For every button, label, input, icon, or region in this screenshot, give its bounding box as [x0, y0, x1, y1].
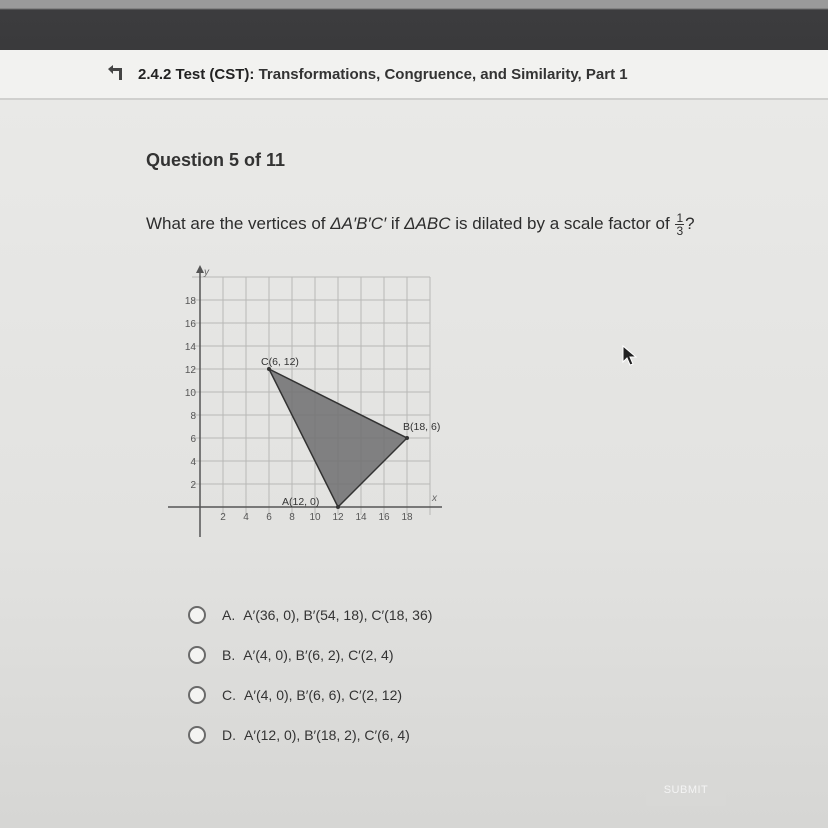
x-tick-label: 10	[309, 512, 321, 523]
y-tick-label: 14	[184, 342, 196, 353]
y-tick-label: 12	[184, 365, 196, 376]
x-tick-label: 2	[220, 512, 226, 523]
x-tick-label: 12	[332, 512, 344, 523]
radio-button[interactable]	[188, 646, 206, 664]
y-axis-arrow	[196, 265, 204, 273]
vertex-point	[405, 436, 409, 440]
question-source-triangle: ΔABC	[404, 213, 451, 233]
test-header	[0, 50, 828, 100]
mouse-cursor-icon	[622, 345, 638, 367]
y-tick-label: 18	[184, 296, 196, 307]
y-tick-label: 4	[190, 457, 196, 468]
question-end: ?	[685, 213, 695, 233]
question-text-if: if	[386, 213, 405, 233]
x-tick-label: 4	[243, 512, 249, 523]
y-tick-label: 8	[190, 411, 196, 422]
fraction-numerator: 1	[676, 211, 684, 225]
radio-button[interactable]	[188, 726, 206, 744]
vertex-label: B(18, 6)	[403, 421, 441, 433]
x-axis-label: x	[432, 493, 437, 504]
option-text: A′(4, 0), B′(6, 2), C′(2, 4)	[243, 647, 394, 663]
coordinate-graph	[160, 265, 441, 540]
x-tick-label: 6	[266, 512, 272, 523]
option-a[interactable]	[188, 595, 432, 635]
y-tick-label: 10	[184, 388, 196, 399]
option-b[interactable]	[188, 635, 432, 675]
test-title	[138, 66, 628, 83]
option-d[interactable]	[188, 715, 432, 755]
question-number: Question 5 of 11	[146, 150, 286, 170]
option-letter: B.	[222, 647, 236, 663]
test-title-code: 2.4.2 Test (CST):	[138, 65, 255, 83]
question-text	[146, 212, 695, 237]
x-tick-label: 14	[355, 512, 367, 523]
vertex-label: C(6, 12)	[261, 356, 299, 368]
question-text-prefix: What are the vertices of	[146, 213, 331, 233]
test-title-name: Transformations, Congruence, and Similarity, Part 1	[254, 65, 628, 83]
option-letter: A.	[222, 607, 236, 623]
option-letter: C.	[222, 687, 236, 703]
answer-options	[188, 595, 432, 755]
vertex-point	[336, 505, 340, 509]
option-text: A′(36, 0), B′(54, 18), C′(18, 36)	[243, 607, 433, 623]
x-tick-label: 16	[378, 512, 390, 523]
option-text: A′(4, 0), B′(6, 6), C′(2, 12)	[244, 687, 403, 703]
scale-factor-fraction	[675, 212, 684, 237]
option-text: A′(12, 0), B′(18, 2), C′(6, 4)	[244, 727, 410, 743]
browser-top-bar	[0, 0, 828, 50]
option-letter: D.	[222, 727, 236, 743]
y-tick-label: 16	[184, 319, 196, 330]
back-arrow-icon[interactable]	[104, 63, 126, 85]
question-text-suffix: is dilated by a scale factor of	[450, 213, 675, 233]
vertex-label: A(12, 0)	[282, 496, 320, 508]
question-image-triangle: ΔA′B′C′	[330, 213, 387, 233]
radio-button[interactable]	[188, 606, 206, 624]
x-tick-label: 8	[289, 512, 295, 523]
y-axis-label: y	[204, 267, 209, 278]
fraction-denominator: 3	[676, 224, 684, 238]
x-tick-label: 18	[401, 512, 413, 523]
radio-button[interactable]	[188, 686, 206, 704]
y-tick-label: 2	[190, 480, 196, 491]
y-tick-label: 6	[190, 434, 196, 445]
submit-button[interactable]: SUBMIT	[646, 774, 726, 806]
option-c[interactable]	[188, 675, 432, 715]
